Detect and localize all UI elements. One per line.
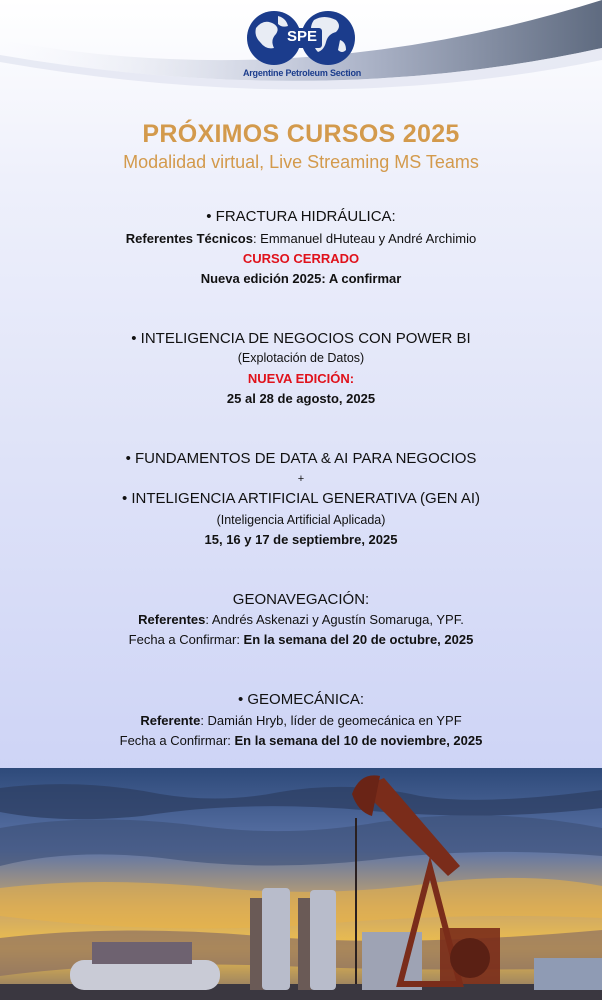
referentes-label: Referentes	[138, 612, 206, 627]
date-value: En la semana del 10 de noviembre, 2025	[234, 733, 483, 748]
logo-text: SPE	[286, 28, 317, 45]
referente-label: Referente	[140, 713, 201, 728]
course-fractura-status: CURSO CERRADO	[242, 251, 360, 266]
referentes-label: Referentes Técnicos	[125, 231, 253, 246]
course-genai-title: • INTELIGENCIA ARTIFICIAL GENERATIVA (GEN AI)	[121, 490, 481, 507]
course-geomec-referente	[0, 713, 602, 728]
referentes-value: : Andrés Askenazi y Agustín Somaruga, YPF.	[205, 612, 464, 627]
plus-sign: +	[297, 473, 305, 485]
date-label: Fecha a Confirmar:	[119, 733, 235, 748]
course-fractura-title: • FRACTURA HIDRÁULICA:	[206, 208, 396, 225]
course-genai-sub: (Inteligencia Artificial Aplicada)	[216, 513, 386, 527]
date-value: En la semana del 20 de octubre, 2025	[243, 632, 474, 647]
course-powerbi-sub: (Explotación de Datos)	[237, 351, 365, 365]
course-fractura-referentes	[0, 231, 602, 246]
course-genai-date: 15, 16 y 17 de septiembre, 2025	[204, 532, 398, 547]
course-geomec-title: • GEOMECÁNICA:	[237, 691, 365, 708]
course-powerbi-date: 25 al 28 de agosto, 2025	[226, 391, 376, 406]
referentes-value: : Emmanuel dHuteau y André Archimio	[252, 231, 477, 246]
course-data-ai-title: • FUNDAMENTOS DE DATA & AI PARA NEGOCIOS	[125, 450, 477, 467]
oilfield-sunset-image	[0, 768, 602, 1000]
section-name: Argentine Petroleum Section	[242, 68, 362, 78]
page-title: PRÓXIMOS CURSOS 2025	[142, 120, 460, 148]
page-subtitle: Modalidad virtual, Live Streaming MS Teams	[123, 152, 479, 172]
referente-value: : Damián Hryb, líder de geomecánica en YPF	[200, 713, 462, 728]
course-geonav-title: GEONAVEGACIÓN:	[232, 591, 370, 608]
course-geonav-referentes	[0, 612, 602, 627]
course-powerbi-title: • INTELIGENCIA DE NEGOCIOS CON POWER BI	[131, 330, 471, 347]
course-geonav-date	[0, 632, 602, 647]
course-fractura-note: Nueva edición 2025: A confirmar	[200, 271, 402, 286]
course-geomec-date	[0, 733, 602, 748]
date-label: Fecha a Confirmar:	[128, 632, 244, 647]
course-powerbi-status: NUEVA EDICIÓN:	[247, 371, 355, 386]
